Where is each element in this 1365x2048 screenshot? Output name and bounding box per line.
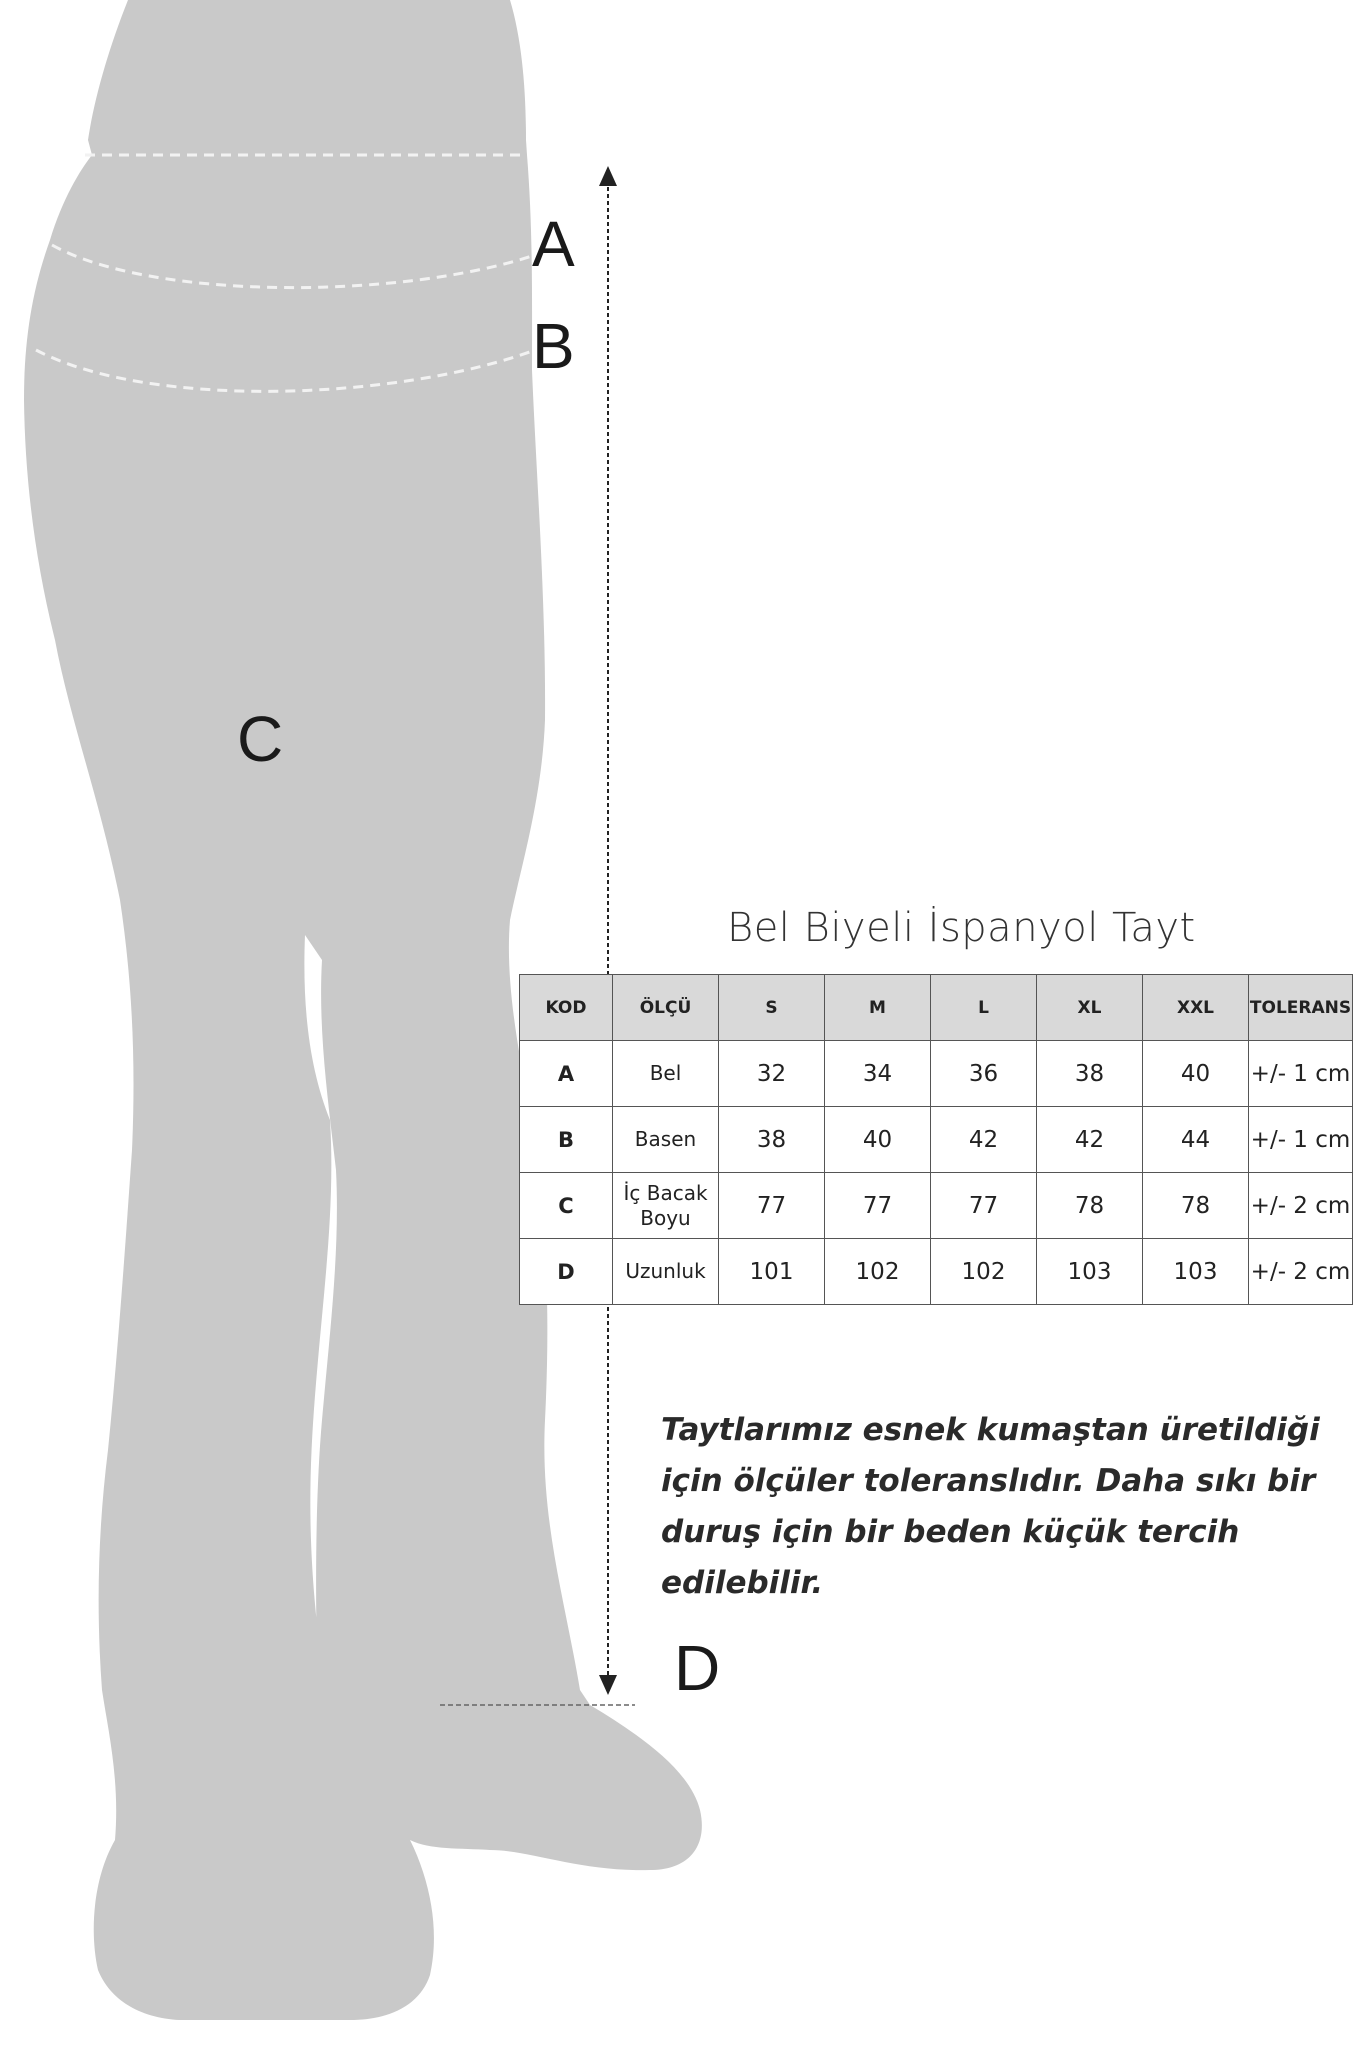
table-cell: B	[520, 1107, 613, 1173]
table-cell: 38	[1037, 1041, 1143, 1107]
arrow-down-icon	[599, 1675, 617, 1695]
table-cell: 40	[825, 1107, 931, 1173]
header-cell: TOLERANS	[1249, 975, 1353, 1041]
table-cell: +/- 1 cm	[1249, 1041, 1353, 1107]
header-cell: M	[825, 975, 931, 1041]
table-row	[520, 1107, 1353, 1173]
table-cell: 32	[719, 1041, 825, 1107]
table-cell: D	[520, 1239, 613, 1305]
label-d: D	[674, 1632, 721, 1704]
table-cell: C	[520, 1173, 613, 1239]
table-cell: İç Bacak Boyu	[613, 1173, 719, 1239]
size-table	[519, 974, 1353, 1305]
table-cell: 103	[1037, 1239, 1143, 1305]
table-cell: 78	[1037, 1173, 1143, 1239]
table-header-row	[520, 975, 1353, 1041]
table-cell: 101	[719, 1239, 825, 1305]
label-a: A	[532, 208, 575, 280]
table-cell: A	[520, 1041, 613, 1107]
table-row	[520, 1041, 1353, 1107]
table-cell: 77	[719, 1173, 825, 1239]
table-cell: Uzunluk	[613, 1239, 719, 1305]
table-cell: 103	[1143, 1239, 1249, 1305]
table-cell: 77	[825, 1173, 931, 1239]
table-cell: 102	[825, 1239, 931, 1305]
table-cell: 102	[931, 1239, 1037, 1305]
table-cell: Bel	[613, 1041, 719, 1107]
arrow-up-icon	[599, 166, 617, 186]
label-c: C	[237, 703, 284, 775]
header-cell: ÖLÇÜ	[613, 975, 719, 1041]
label-b: B	[532, 310, 575, 382]
table-cell: 40	[1143, 1041, 1249, 1107]
table-cell: 42	[931, 1107, 1037, 1173]
table-cell: 44	[1143, 1107, 1249, 1173]
table-cell: 34	[825, 1041, 931, 1107]
header-cell: KOD	[520, 975, 613, 1041]
table-cell: 38	[719, 1107, 825, 1173]
header-cell: S	[719, 975, 825, 1041]
table-cell: 77	[931, 1173, 1037, 1239]
chart-title: Bel Biyeli İspanyol Tayt	[727, 905, 1196, 951]
table-cell: Basen	[613, 1107, 719, 1173]
table-cell: 36	[931, 1041, 1037, 1107]
header-cell: L	[931, 975, 1037, 1041]
table-row	[520, 1239, 1353, 1305]
table-cell: 78	[1143, 1173, 1249, 1239]
table-cell: +/- 2 cm	[1249, 1173, 1353, 1239]
table-row	[520, 1173, 1353, 1239]
table-cell: +/- 2 cm	[1249, 1239, 1353, 1305]
header-cell: XXL	[1143, 975, 1249, 1041]
table-cell: 42	[1037, 1107, 1143, 1173]
tolerance-note: Taytlarımız esnek kumaştan üretildiği için ölçüler toleranslıdır. Daha sıkı bir duruş için bir beden küçük tercih edilebilir.	[661, 1412, 1320, 1601]
table-cell: +/- 1 cm	[1249, 1107, 1353, 1173]
header-cell: XL	[1037, 975, 1143, 1041]
